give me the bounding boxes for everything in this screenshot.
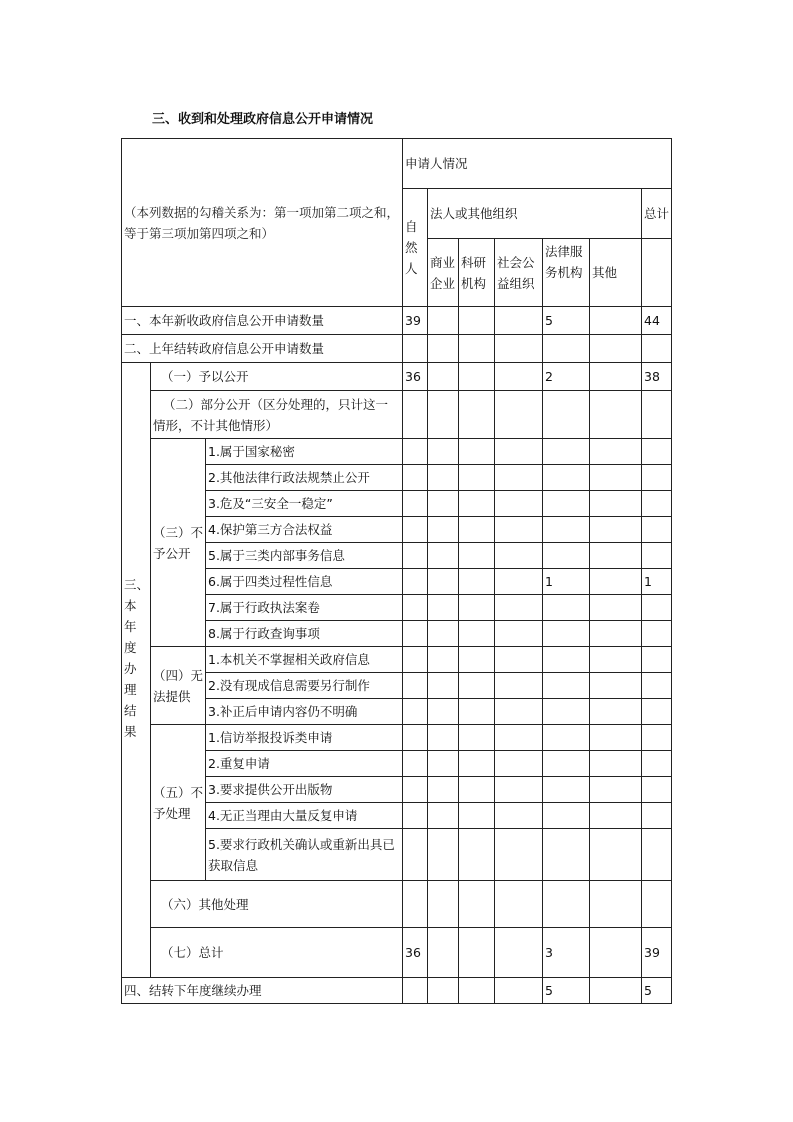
value-cell: 36	[403, 363, 428, 391]
value-cell	[642, 647, 672, 673]
value-cell	[495, 829, 543, 881]
value-cell	[459, 391, 495, 439]
value-cell	[428, 491, 459, 517]
value-cell	[428, 439, 459, 465]
value-cell	[590, 439, 642, 465]
row-label: 2.重复申请	[206, 751, 403, 777]
value-cell	[590, 517, 642, 543]
value-cell	[495, 491, 543, 517]
value-cell	[428, 751, 459, 777]
table-row	[122, 335, 672, 363]
row-label: 1.属于国家秘密	[206, 439, 403, 465]
value-cell: 3	[543, 928, 590, 978]
value-cell	[543, 673, 590, 699]
group-label: （四）无法提供	[151, 647, 206, 725]
row-label: 8.属于行政查询事项	[206, 621, 403, 647]
row-label: （一）予以公开	[151, 363, 403, 391]
table-row	[122, 307, 672, 335]
value-cell: 38	[642, 363, 672, 391]
value-cell	[428, 725, 459, 751]
value-cell	[495, 777, 543, 803]
value-cell	[543, 391, 590, 439]
value-cell	[590, 777, 642, 803]
row-label: 二、上年结转政府信息公开申请数量	[122, 335, 403, 363]
value-cell	[642, 595, 672, 621]
value-cell	[403, 978, 428, 1004]
value-cell	[590, 335, 642, 363]
value-cell	[495, 978, 543, 1004]
row-label: （七）总计	[151, 928, 403, 978]
value-cell	[543, 803, 590, 829]
value-cell	[642, 543, 672, 569]
row-label: 2.其他法律行政法规禁止公开	[206, 465, 403, 491]
value-cell	[543, 647, 590, 673]
value-cell	[459, 595, 495, 621]
value-cell	[495, 517, 543, 543]
applicant-header: 申请人情况	[403, 139, 672, 189]
value-cell	[642, 491, 672, 517]
value-cell	[590, 543, 642, 569]
value-cell	[495, 751, 543, 777]
row-label: 4.无正当理由大量反复申请	[206, 803, 403, 829]
value-cell	[403, 647, 428, 673]
value-cell	[642, 881, 672, 928]
value-cell	[428, 569, 459, 595]
value-cell	[403, 673, 428, 699]
row-label: 2.没有现成信息需要另行制作	[206, 673, 403, 699]
value-cell	[428, 699, 459, 725]
value-cell	[459, 725, 495, 751]
value-cell	[642, 777, 672, 803]
row-label: 1.本机关不掌握相关政府信息	[206, 647, 403, 673]
value-cell	[543, 725, 590, 751]
value-cell	[590, 881, 642, 928]
value-cell	[495, 391, 543, 439]
value-cell	[590, 751, 642, 777]
value-cell	[543, 881, 590, 928]
empty-cell	[642, 239, 672, 307]
sub-header: 科研机构	[459, 239, 495, 307]
value-cell	[642, 439, 672, 465]
value-cell	[428, 543, 459, 569]
value-cell	[495, 439, 543, 465]
value-cell	[459, 978, 495, 1004]
value-cell	[459, 465, 495, 491]
value-cell	[590, 928, 642, 978]
section3-label: 三、本年度办理结果	[122, 363, 151, 978]
value-cell: 1	[642, 569, 672, 595]
value-cell	[459, 543, 495, 569]
total-header: 总计	[642, 189, 672, 239]
value-cell	[403, 725, 428, 751]
value-cell: 2	[543, 363, 590, 391]
table-row	[122, 363, 672, 391]
value-cell	[590, 595, 642, 621]
value-cell: 39	[642, 928, 672, 978]
value-cell: 5	[642, 978, 672, 1004]
value-cell	[495, 621, 543, 647]
value-cell	[428, 517, 459, 543]
value-cell	[459, 491, 495, 517]
value-cell	[495, 928, 543, 978]
value-cell	[459, 621, 495, 647]
value-cell	[543, 465, 590, 491]
value-cell	[495, 673, 543, 699]
value-cell	[403, 517, 428, 543]
value-cell	[428, 803, 459, 829]
section-title: 三、收到和处理政府信息公开申请情况	[152, 112, 374, 127]
sub-header: 商业企业	[428, 239, 459, 307]
note-cell: （本列数据的勾稽关系为：第一项加第二项之和，等于第三项加第四项之和）	[122, 139, 403, 307]
value-cell	[590, 725, 642, 751]
group-label: （三）不予公开	[151, 439, 206, 647]
value-cell	[459, 673, 495, 699]
row-label: 5.属于三类内部事务信息	[206, 543, 403, 569]
value-cell	[590, 803, 642, 829]
value-cell: 5	[543, 307, 590, 335]
value-cell	[495, 335, 543, 363]
value-cell: 44	[642, 307, 672, 335]
value-cell	[403, 751, 428, 777]
value-cell	[403, 699, 428, 725]
value-cell	[642, 621, 672, 647]
value-cell	[403, 829, 428, 881]
value-cell	[403, 335, 428, 363]
value-cell	[459, 751, 495, 777]
value-cell	[459, 777, 495, 803]
row-label: 3.要求提供公开出版物	[206, 777, 403, 803]
row-label: 5.要求行政机关确认或重新出具已获取信息	[206, 829, 403, 881]
value-cell	[590, 621, 642, 647]
value-cell	[590, 647, 642, 673]
value-cell	[642, 465, 672, 491]
value-cell	[459, 335, 495, 363]
value-cell	[403, 491, 428, 517]
value-cell	[428, 465, 459, 491]
value-cell	[428, 595, 459, 621]
value-cell	[495, 699, 543, 725]
applications-table	[121, 138, 672, 1004]
value-cell	[495, 803, 543, 829]
value-cell	[403, 391, 428, 439]
value-cell	[403, 803, 428, 829]
table-row	[122, 881, 672, 928]
value-cell	[428, 673, 459, 699]
table-row	[122, 725, 672, 751]
value-cell: 1	[543, 569, 590, 595]
value-cell	[543, 699, 590, 725]
row-label: （二）部分公开（区分处理的，只计这一情形，不计其他情形）	[151, 391, 403, 439]
value-cell	[428, 621, 459, 647]
row-label: 一、本年新收政府信息公开申请数量	[122, 307, 403, 335]
sub-header: 社会公益组织	[495, 239, 543, 307]
table-row	[122, 647, 672, 673]
value-cell	[543, 439, 590, 465]
value-cell	[590, 307, 642, 335]
value-cell	[590, 569, 642, 595]
value-cell	[403, 777, 428, 803]
value-cell	[403, 569, 428, 595]
value-cell	[642, 829, 672, 881]
value-cell	[543, 335, 590, 363]
value-cell	[590, 978, 642, 1004]
value-cell	[642, 699, 672, 725]
value-cell	[590, 491, 642, 517]
value-cell	[459, 928, 495, 978]
value-cell	[543, 543, 590, 569]
value-cell	[642, 803, 672, 829]
value-cell	[543, 517, 590, 543]
value-cell	[428, 335, 459, 363]
value-cell	[403, 621, 428, 647]
value-cell	[428, 978, 459, 1004]
value-cell	[403, 595, 428, 621]
value-cell	[495, 881, 543, 928]
value-cell	[495, 569, 543, 595]
value-cell: 5	[543, 978, 590, 1004]
value-cell	[590, 363, 642, 391]
row-label: 6.属于四类过程性信息	[206, 569, 403, 595]
value-cell	[459, 363, 495, 391]
value-cell	[428, 647, 459, 673]
value-cell	[590, 829, 642, 881]
value-cell	[590, 465, 642, 491]
value-cell	[590, 391, 642, 439]
value-cell	[459, 307, 495, 335]
row-label: 7.属于行政执法案卷	[206, 595, 403, 621]
value-cell: 36	[403, 928, 428, 978]
table-row	[122, 978, 672, 1004]
value-cell	[543, 595, 590, 621]
value-cell	[495, 363, 543, 391]
value-cell	[459, 803, 495, 829]
table-row	[122, 928, 672, 978]
value-cell	[495, 543, 543, 569]
value-cell	[428, 881, 459, 928]
sub-header: 法律服务机构	[543, 239, 590, 307]
value-cell	[642, 725, 672, 751]
value-cell: 39	[403, 307, 428, 335]
value-cell	[459, 881, 495, 928]
row-label: 1.信访举报投诉类申请	[206, 725, 403, 751]
value-cell	[428, 307, 459, 335]
value-cell	[642, 335, 672, 363]
value-cell	[428, 829, 459, 881]
legal-person-header: 法人或其他组织	[428, 189, 642, 239]
value-cell	[459, 439, 495, 465]
value-cell	[642, 673, 672, 699]
value-cell	[459, 569, 495, 595]
row-label: 四、结转下年度继续办理	[122, 978, 403, 1004]
natural-person-header: 自然人	[403, 189, 428, 307]
value-cell	[495, 307, 543, 335]
value-cell	[495, 465, 543, 491]
value-cell	[459, 647, 495, 673]
row-label: （六）其他处理	[151, 881, 403, 928]
value-cell	[543, 829, 590, 881]
value-cell	[428, 777, 459, 803]
value-cell	[543, 777, 590, 803]
value-cell	[459, 829, 495, 881]
value-cell	[403, 439, 428, 465]
value-cell	[590, 673, 642, 699]
value-cell	[403, 543, 428, 569]
value-cell	[543, 751, 590, 777]
value-cell	[428, 928, 459, 978]
value-cell	[642, 517, 672, 543]
value-cell	[459, 517, 495, 543]
row-label: 3.补正后申请内容仍不明确	[206, 699, 403, 725]
table-row	[122, 439, 672, 465]
value-cell	[459, 699, 495, 725]
value-cell	[642, 751, 672, 777]
value-cell	[428, 363, 459, 391]
row-label: 3.危及“三安全一稳定”	[206, 491, 403, 517]
value-cell	[495, 595, 543, 621]
value-cell	[403, 465, 428, 491]
row-label: 4.保护第三方合法权益	[206, 517, 403, 543]
value-cell	[590, 699, 642, 725]
value-cell	[642, 391, 672, 439]
value-cell	[403, 881, 428, 928]
group-label: （五）不予处理	[151, 725, 206, 881]
value-cell	[495, 647, 543, 673]
value-cell	[543, 491, 590, 517]
value-cell	[428, 391, 459, 439]
table-row	[122, 391, 672, 439]
value-cell	[495, 725, 543, 751]
value-cell	[543, 621, 590, 647]
sub-header: 其他	[590, 239, 642, 307]
